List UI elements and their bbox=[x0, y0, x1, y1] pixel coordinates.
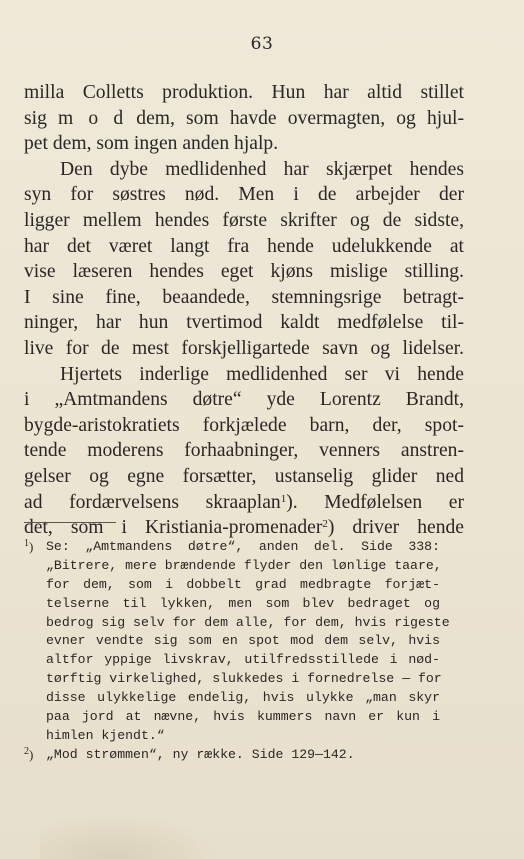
text-line: pet dem, som ingen anden hjalp. bbox=[24, 133, 279, 155]
text-line: sig m o d dem, som havde overmagten, og hjul- bbox=[24, 107, 464, 129]
footnotes bbox=[24, 538, 450, 765]
text-line: syn for søstres nød. Men i de arbejder der bbox=[24, 184, 464, 206]
footnote-1-line: tørftig virkelighed, slukkedes i fornedrelse — for bbox=[46, 671, 442, 687]
footnote-1-line: himlen kjendt.“ bbox=[46, 727, 165, 743]
footnote-mark-2: $^2$) bbox=[24, 745, 34, 762]
footnote-1-line: for dem, som i dobbelt grad medbragte forjæt- bbox=[46, 576, 440, 592]
text-line: ninger, har hun tvertimod kaldt medfølelse til- bbox=[24, 312, 464, 334]
footnote-2-line: $^2$) „Mod strømmen“, ny række. Side 129—142. bbox=[24, 746, 440, 765]
text-line: bygde-aristokratiets forkjælede barn, der, spot- bbox=[24, 414, 464, 436]
text-line: milla Colletts produktion. Hun har altid stillet bbox=[24, 82, 464, 103]
footnote-ref-1: 1 bbox=[280, 492, 287, 505]
footnote-1-line: $^1$) Se: „Amtmandens døtre“, anden del. Side 338: bbox=[24, 538, 440, 557]
text-line: vise læseren hendes eget kjøns mislige stilling. bbox=[24, 261, 464, 283]
text-line: i „Amtmandens døtre“ yde Lorentz Brandt, bbox=[24, 389, 464, 411]
text-line: ad fordærvelsens skraaplan$^1$). Medfølelsen er bbox=[24, 491, 464, 513]
main-text bbox=[24, 80, 464, 541]
text-line: tende moderens forhaabninger, venners anstren- bbox=[24, 440, 464, 462]
footnote-ref-2: 2 bbox=[322, 518, 328, 531]
footnote-1-line: bedrog sig selv for dem alle, for dem, hvis rigeste bbox=[46, 614, 450, 630]
text-line: gelser og egne forsætter, ustanselig glider ned bbox=[24, 465, 464, 487]
text-line: har det været langt fra hende udelukkende at bbox=[24, 235, 464, 257]
footnote-divider bbox=[24, 522, 116, 523]
footnote-1-line: „Bitrere, mere brændende flyder den lønlige taare, bbox=[46, 557, 442, 573]
footnote-1-line: altfor yppige livskrav, utilfredsstillede i nød- bbox=[46, 652, 440, 668]
text-line: ligger mellem hendes første skrifter og de sidste, bbox=[24, 209, 464, 231]
text-line: Den dybe medlidenhed har skjærpet hendes bbox=[60, 158, 464, 180]
text-line: live for de mest forskjelligartede savn og lidelser. bbox=[24, 337, 464, 359]
page-stain bbox=[40, 814, 220, 859]
footnote-1-line: telserne til lykken, men som blev bedraget og bbox=[46, 595, 440, 611]
footnote-mark-1: $^1$) bbox=[24, 538, 34, 554]
spaced-emphasis: m o d bbox=[58, 107, 126, 129]
text-line: I sine fine, beaandede, stemningsrige betragt- bbox=[24, 286, 464, 308]
footnote-1-line: disse ulykkelige endelig, hvis ulykke „man skyr bbox=[46, 690, 440, 706]
page-number: 63 bbox=[250, 34, 274, 54]
footnote-1-line: evner vendte sig som en spot mod dem selv, hvis bbox=[46, 633, 440, 649]
footnote-1-line: paa jord at nævne, hvis kummers navn er kun i bbox=[46, 709, 440, 725]
text-line: Hjertets inderlige medlidenhed ser vi hende bbox=[60, 363, 464, 385]
text-line: det, som i Kristiania-promenader$^2$) driver hende bbox=[24, 517, 464, 539]
